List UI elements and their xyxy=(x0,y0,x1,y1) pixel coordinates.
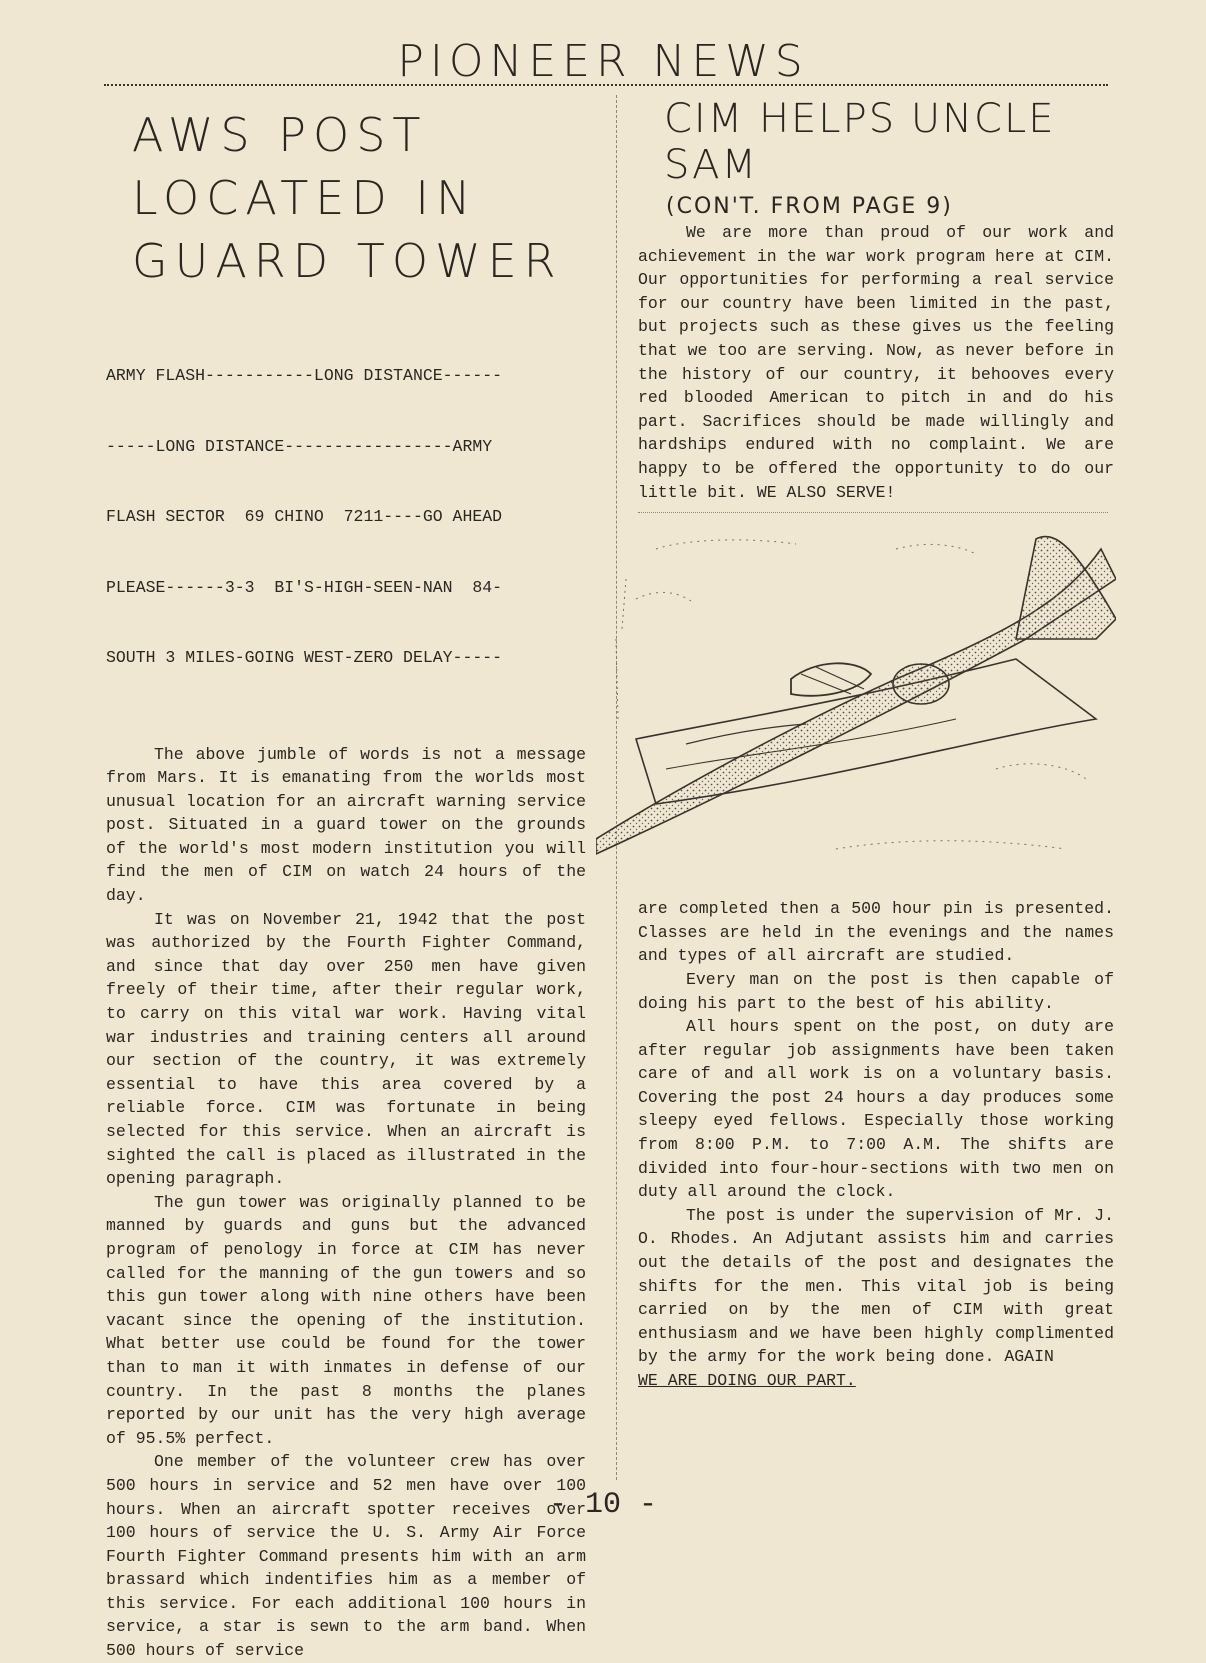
left-headline-line: LOCATED IN xyxy=(132,171,478,225)
flash-line: SOUTH 3 MILES-GOING WEST-ZERO DELAY----- xyxy=(106,648,503,667)
article-paragraph: It was on November 21, 1942 that the post was authorized by the Fourth Fighter Command, and since that day over 250 men have given freely of their time, after their regular work, to carry on this vital war work. Having vital war industries and training centers all around our section of the country, it was extremely essential to have this area covered by a reliable force. CIM was fortunate in being selected for this service. When an aircraft is sighted the call is placed as illustrated in the opening paragraph. xyxy=(106,909,586,1189)
page-number: - 10 - xyxy=(548,1488,658,1522)
right-article-top xyxy=(638,221,1114,504)
flash-line: -----LONG DISTANCE-----------------ARMY xyxy=(106,436,493,456)
article-paragraph: The post is under the supervision of Mr. J. O. Rhodes. An Adjutant assists him and carries out the details of the post and designates the shifts for the men. This vital job is being carried on by the men of CIM with great enthusiasm and we have been highly complimented by the army for the work being done. AGAIN xyxy=(638,1205,1114,1367)
left-column xyxy=(106,100,586,1663)
flash-line: ARMY FLASH-----------LONG DISTANCE------ xyxy=(106,366,503,385)
flash-line: FLASH SECTOR 69 CHINO 7211----GO AHEAD xyxy=(106,507,503,526)
left-headline-line: AWS POST xyxy=(132,108,428,162)
article-paragraph: One member of the volunteer crew has over 500 hours in service and 52 men have over 100 hours. When an aircraft spotter receives over 100 hours of service the U. S. Army Air Force Fourth Fighter Command presents him with an arm brassard which indentifies him as a member of this service. For each additional 100 hours in service, a star is sewn to the arm band. When 500 hours of service xyxy=(106,1452,586,1661)
left-headline xyxy=(132,104,586,293)
masthead-title: PIONEER NEWS xyxy=(397,36,809,87)
left-article-body xyxy=(106,743,586,1663)
army-flash-message xyxy=(106,317,586,717)
article-paragraph: The gun tower was originally planned to be manned by guards and guns but the advanced program of penology in force at CIM has never called for the manning of the gun towers and so this gun tower along with nine others have been vacant since the opening of the institution. What better use could be found for the tower than to man it with inmates in defense of our country. In the past 8 months the planes reported by our unit has the very high average of 95.5% perfect. xyxy=(106,1192,586,1448)
article-paragraph: All hours spent on the post, on duty are after regular job assignments have been taken care of and all work is on a voluntary basis. Covering the post 24 hours a day produces some sleepy eyed fellows. Especially those working from 8:00 P.M. to 7:00 A.M. The shifts are divided into four-hour-sections with two men on duty all around the clock. xyxy=(638,1017,1114,1202)
masthead-rule xyxy=(104,84,1108,86)
airplane-illustration xyxy=(596,519,1116,891)
airplane-propeller xyxy=(893,664,949,704)
article-paragraph: We are more than proud of our work and achievement in the war work program here at CIM. Our opportunities for performing a real service for our country have been limited in the past, but projects such as these gives us the feeling that we too are serving. Now, as never before in the history of our country, it behooves every red blooded American to pitch in and do his part. Sacrifices should be made willingly and hardships endured with no complaint. We are happy to be offered the opportunity to do our little bit. WE ALSO SERVE! xyxy=(638,223,1114,502)
left-headline-line: GUARD TOWER xyxy=(132,234,563,288)
airplane-canopy xyxy=(791,663,871,695)
article-paragraph: Every man on the post is then capable of doing his part to the best of his ability. xyxy=(638,969,1114,1013)
right-article-bottom xyxy=(638,897,1114,1392)
article-paragraph: are completed then a 500 hour pin is presented. Classes are held in the evenings and the names and types of all aircraft are studied. xyxy=(638,899,1114,966)
right-headline: CIM HELPS UNCLE SAM xyxy=(664,96,1056,188)
closing-line: WE ARE DOING OUR PART. xyxy=(638,1371,856,1390)
article-paragraph: The above jumble of words is not a message from Mars. It is emanating from the worlds most unusual location for an aircraft warning service post. Situated in a guard tower on the grounds of the world's most modern institution you will find the men of CIM on watch 24 hours of the day. xyxy=(106,744,586,906)
flash-line: PLEASE------3-3 BI'S-HIGH-SEEN-NAN 84- xyxy=(106,577,503,597)
right-subhead: (CON'T. FROM PAGE 9) xyxy=(666,194,953,219)
illustration-rule xyxy=(638,512,1108,513)
right-column xyxy=(638,96,1114,1393)
